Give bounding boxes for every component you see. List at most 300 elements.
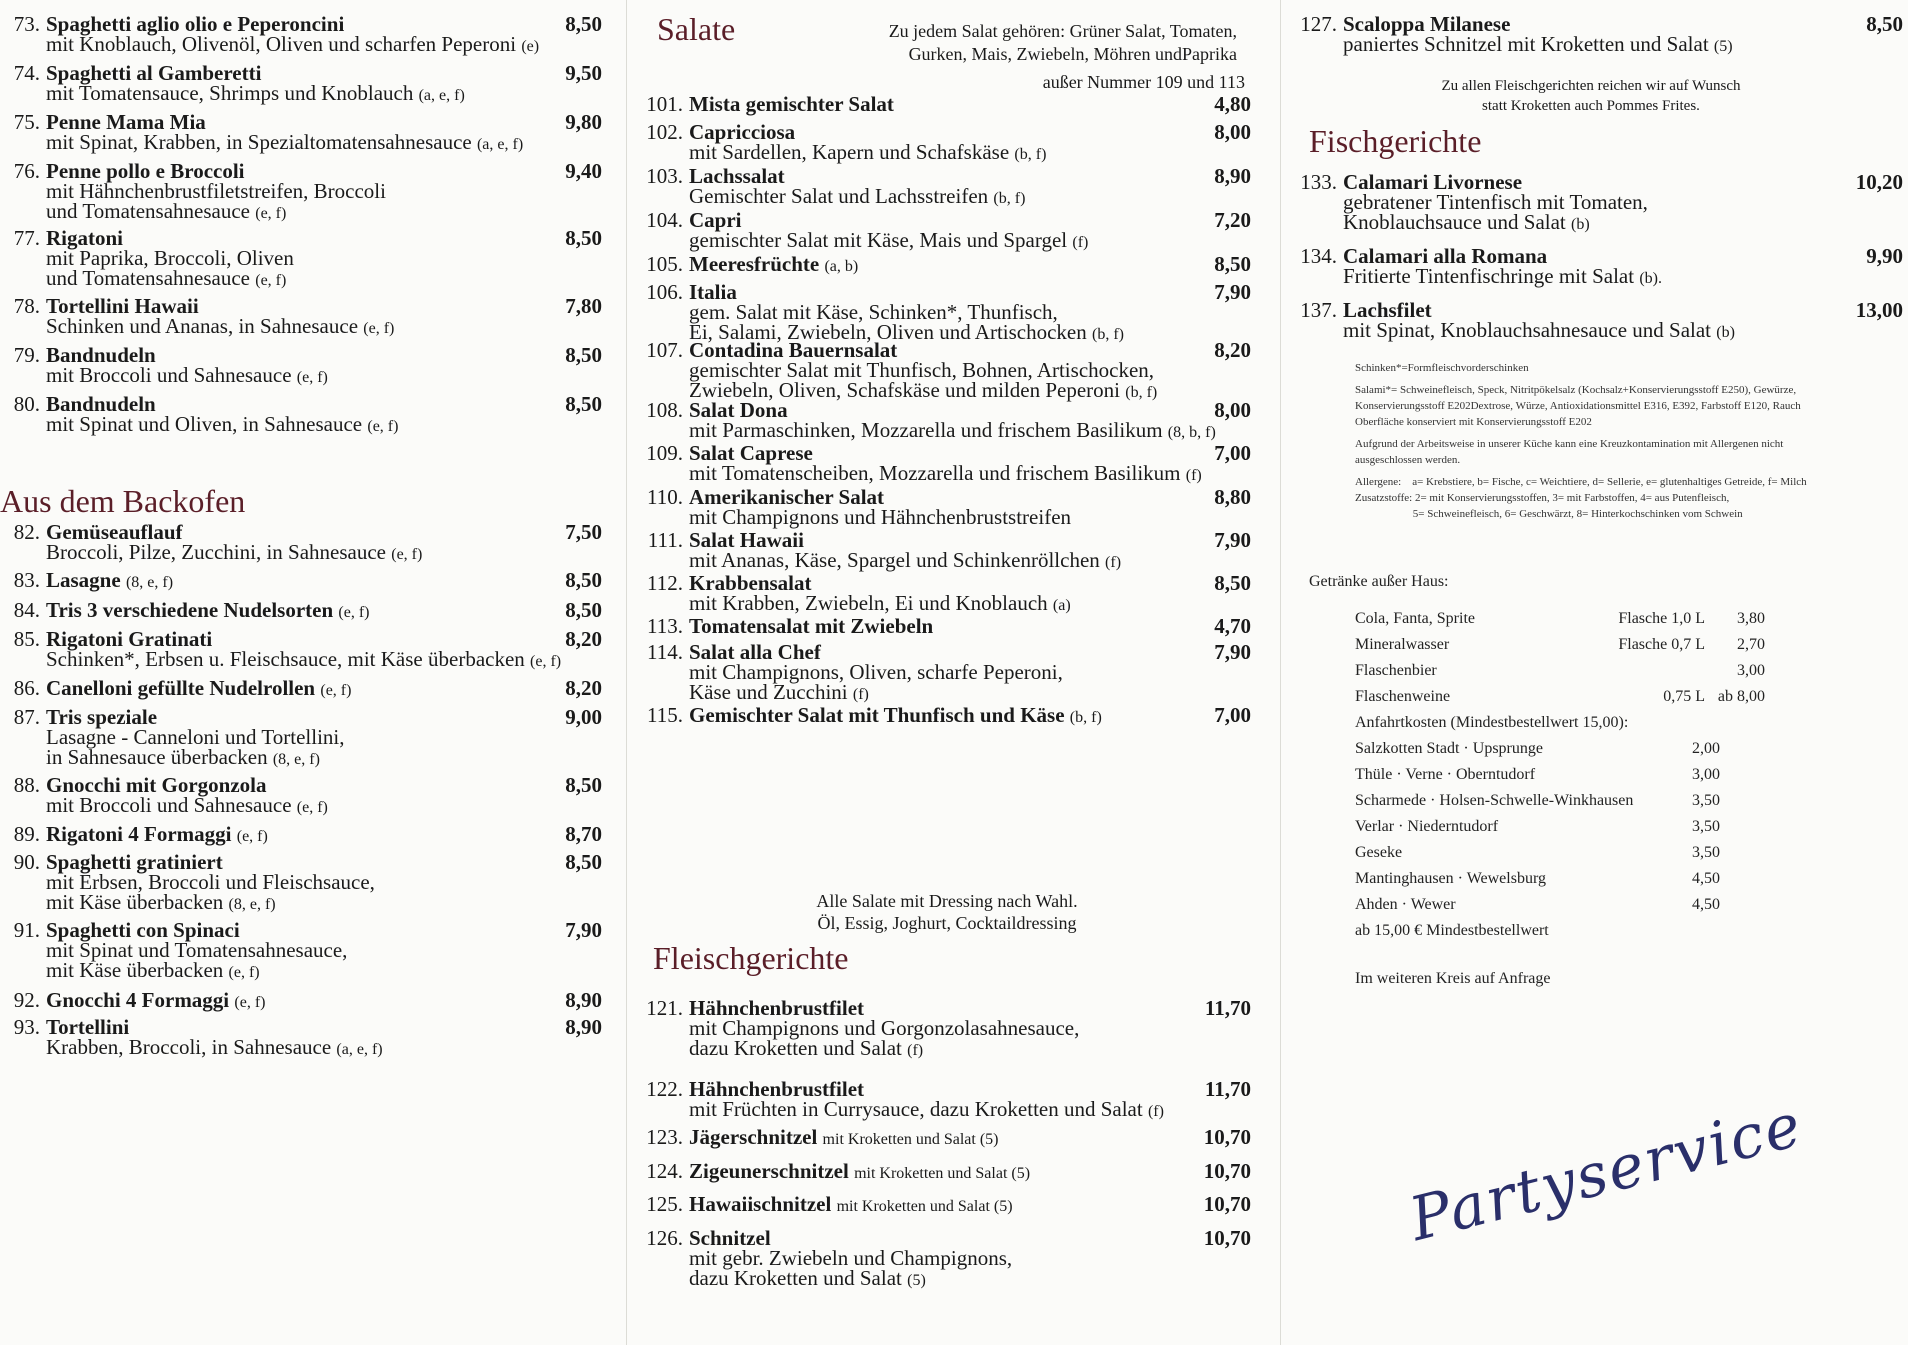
item-description <box>635 1248 1251 1268</box>
item-price: 8,80 <box>1214 485 1251 509</box>
item-name-text: Bandnudeln <box>46 392 156 416</box>
item-description <box>635 142 1251 165</box>
menu-item <box>0 570 602 593</box>
item-description <box>0 940 602 960</box>
menu-item-row <box>0 600 602 623</box>
item-name-text: Rigatoni <box>46 226 124 250</box>
item-description <box>635 1099 1251 1122</box>
item-name-text: Lachssalat <box>689 164 785 188</box>
section-heading-backofen: Aus dem Backofen <box>0 483 246 519</box>
delivery-row <box>1355 762 1720 788</box>
item-number: 101. <box>646 92 683 116</box>
menu-item <box>635 122 1251 165</box>
item-name <box>689 1194 1151 1217</box>
item-name-text: Capricciosa <box>689 120 796 144</box>
item-name-text: Hähnchenbrustfilet <box>689 1077 865 1101</box>
item-number: 89. <box>13 822 40 846</box>
item-price: 10,20 <box>1855 170 1903 194</box>
item-price: 8,90 <box>565 1015 602 1039</box>
menu-item <box>0 228 602 291</box>
menu-item-row <box>635 210 1251 230</box>
item-allergens: (b, f) <box>1014 146 1047 163</box>
item-number: 124. <box>646 1159 683 1183</box>
item-description <box>635 302 1251 322</box>
item-description <box>635 593 1251 616</box>
item-description <box>0 872 602 892</box>
menu-item <box>635 210 1251 253</box>
delivery-more: Im weiteren Kreis auf Anfrage <box>1355 970 1551 987</box>
item-name-text: Tortellini Hawaii <box>46 294 199 318</box>
footnote-line: Zusatzstoffe: 2= mit Konservierungsstoffen, 3= mit Farbstoffen, 4= aus Putenfleisch, <box>1355 492 1730 504</box>
item-number: 115. <box>647 703 683 727</box>
fleisch-note-line: Zu allen Fleischgerichten reichen wir auf Wunsch <box>1441 78 1741 94</box>
item-name-text: Gnocchi 4 Formaggi <box>46 988 230 1012</box>
item-description <box>0 201 602 224</box>
item-name-text: Gnocchi mit Gorgonzola <box>46 773 267 797</box>
item-description-text: paniertes Schnitzel mit Kroketten und Salat <box>1343 32 1709 56</box>
item-number: 109. <box>646 441 683 465</box>
item-description <box>1291 192 1903 212</box>
menu-item <box>0 707 602 770</box>
drink-row <box>1355 684 1765 710</box>
item-description <box>0 1037 602 1060</box>
item-description-text: dazu Kroketten und Salat <box>689 1036 902 1060</box>
menu-item <box>1291 246 1903 289</box>
item-price: 10,70 <box>1203 1159 1251 1183</box>
item-name-text: Hähnchenbrustfilet <box>689 996 865 1020</box>
item-name <box>689 998 1151 1018</box>
delivery-minimum: ab 15,00 € Mindestbestellwert <box>1355 922 1549 939</box>
drink-row <box>1355 606 1765 632</box>
item-description-text: Lasagne - Canneloni und Tortellini, <box>46 725 345 749</box>
item-price: 10,70 <box>1203 1226 1251 1250</box>
item-description <box>635 420 1251 443</box>
item-description-text: Fritierte Tintenfischringe mit Salat <box>1343 264 1635 288</box>
item-number: 126. <box>646 1226 683 1250</box>
item-price: 7,90 <box>1214 640 1251 664</box>
item-description <box>0 83 602 106</box>
item-name <box>1343 246 1813 266</box>
section-heading-salate: Salate <box>657 11 736 47</box>
menu-item <box>0 1017 602 1060</box>
item-description-text: mit Knoblauch, Olivenöl, Oliven und scharfen Peperoni <box>46 32 517 56</box>
item-name-text: Hawaiischnitzel <box>689 1192 832 1216</box>
item-name-text: Tortellini <box>46 1015 130 1039</box>
delivery-row <box>1355 840 1720 866</box>
drink-size: Flasche 1,0 L <box>1618 610 1705 627</box>
item-price: 8,70 <box>565 822 602 846</box>
menu-item-row <box>635 705 1251 728</box>
item-name <box>689 1079 1151 1099</box>
drink-row <box>1355 658 1765 684</box>
drink-size: 0,75 L <box>1663 688 1705 705</box>
item-price: 11,70 <box>1204 996 1251 1020</box>
item-name-text: Capri <box>689 208 742 232</box>
item-description-text: gem. Salat mit Käse, Schinken*, Thunfisch, <box>689 300 1058 324</box>
item-description-text: mit Champignons, Oliven, scharfe Peperoni, <box>689 660 1063 684</box>
item-description <box>635 463 1251 486</box>
item-name-text: Spaghetti con Spinaci <box>46 918 240 942</box>
item-number: 91. <box>13 918 40 942</box>
footnote-line: Schinken*=Formfleischvorderschinken <box>1355 362 1529 374</box>
item-name <box>689 210 1151 230</box>
menu-item-row <box>635 400 1251 420</box>
item-description <box>635 662 1251 682</box>
item-allergens: (a, e, f) <box>418 87 465 104</box>
item-description <box>1291 34 1903 57</box>
menu-item-row <box>0 1017 602 1037</box>
delivery-list <box>1355 710 1720 992</box>
menu-item <box>0 824 602 847</box>
item-allergens: (f) <box>852 686 869 703</box>
menu-item <box>0 920 602 983</box>
item-name-text: Tomatensalat mit Zwiebeln <box>689 614 934 638</box>
item-name-text: Rigatoni Gratinati <box>46 627 213 651</box>
menu-item <box>635 282 1251 345</box>
item-description <box>0 649 602 672</box>
menu-item-row <box>0 629 602 649</box>
menu-item-row <box>635 1228 1251 1248</box>
item-allergens: (f) <box>907 1042 924 1059</box>
item-number: 105. <box>646 252 683 276</box>
delivery-area: Scharmede · Holsen-Schwelle-Winkhausen <box>1355 792 1634 809</box>
item-allergens: (b) <box>1571 216 1590 233</box>
item-price: 8,20 <box>565 627 602 651</box>
item-description-text: mit Erbsen, Broccoli und Fleischsauce, <box>46 870 375 894</box>
menu-item <box>635 1194 1251 1217</box>
menu-item <box>635 1079 1251 1122</box>
item-number: 73. <box>13 12 40 36</box>
drink-size <box>1605 658 1705 684</box>
item-description-text: mit Käse überbacken <box>46 890 224 914</box>
menu-item-row <box>0 63 602 83</box>
item-name-text: Jägerschnitzel <box>689 1125 818 1149</box>
item-name <box>689 530 1151 550</box>
menu-item-row <box>0 345 602 365</box>
item-price: 7,20 <box>1214 208 1251 232</box>
menu-item <box>635 443 1251 486</box>
item-name <box>689 642 1151 662</box>
item-name <box>46 1017 512 1037</box>
item-price: 4,80 <box>1214 92 1251 116</box>
item-allergens: (a, e, f) <box>336 1041 383 1058</box>
item-name <box>46 228 512 248</box>
menu-item <box>635 998 1251 1061</box>
item-name <box>46 852 512 872</box>
item-price: 8,00 <box>1214 120 1251 144</box>
item-name-text: Spaghetti al Gamberetti <box>46 61 262 85</box>
item-number: 88. <box>13 773 40 797</box>
menu-item-row <box>635 642 1251 662</box>
menu-item-row <box>635 998 1251 1018</box>
item-name <box>46 63 512 83</box>
item-allergens: (e, f) <box>255 272 287 289</box>
item-description <box>0 727 602 747</box>
item-price: 8,90 <box>565 988 602 1012</box>
item-name-suffix: (8, e, f) <box>125 574 174 591</box>
salate-note <box>797 20 1245 93</box>
item-name-text: Italia <box>689 280 737 304</box>
delivery-price: 3,50 <box>1692 818 1720 835</box>
menu-item <box>635 642 1251 705</box>
delivery-price: 4,50 <box>1692 896 1720 913</box>
item-description-text: Käse und Zucchini <box>689 680 848 704</box>
menu-item <box>635 254 1251 277</box>
item-price: 13,00 <box>1855 298 1903 322</box>
delivery-area: Mantinghausen · Wewelsburg <box>1355 870 1546 887</box>
item-name <box>46 394 512 414</box>
item-number: 134. <box>1300 244 1337 268</box>
item-name-suffix: mit Kroketten und Salat (5) <box>854 1165 1031 1182</box>
item-description-text: mit Sardellen, Kapern und Schafskäse <box>689 140 1010 164</box>
item-description <box>1291 212 1903 235</box>
item-description-text: Schinken und Ananas, in Sahnesauce <box>46 314 359 338</box>
menu-item-row <box>635 1079 1251 1099</box>
item-description-text: gemischter Salat mit Thunfisch, Bohnen, Artischocken, <box>689 358 1155 382</box>
item-name <box>46 112 512 132</box>
menu-item-row <box>635 1161 1251 1184</box>
item-description-text: mit Spinat, Krabben, in Spezialtomatensahnesauce <box>46 130 472 154</box>
item-allergens: (f) <box>1147 1103 1164 1120</box>
item-description-text: Ei, Salami, Zwiebeln, Oliven und Artischocken <box>689 320 1087 344</box>
item-description <box>0 316 602 339</box>
item-allergens: (e, f) <box>363 320 395 337</box>
item-description <box>0 181 602 201</box>
menu-item <box>635 94 1251 114</box>
menu-item-row <box>0 570 602 593</box>
item-description <box>0 268 602 291</box>
item-name-suffix: (e, f) <box>320 682 352 699</box>
item-name <box>1343 300 1813 320</box>
item-allergens: (5) <box>1713 38 1733 55</box>
item-number: 90. <box>13 850 40 874</box>
menu-item <box>635 340 1251 403</box>
item-price: 7,90 <box>565 918 602 942</box>
menu-item <box>635 530 1251 573</box>
item-name <box>689 616 1151 636</box>
item-description <box>635 360 1251 380</box>
item-name <box>46 920 512 940</box>
item-name-text: Meeresfrüchte <box>689 252 820 276</box>
item-name <box>689 94 1151 114</box>
menu-item-row <box>635 487 1251 507</box>
item-name <box>689 122 1151 142</box>
menu-item-row <box>0 14 602 34</box>
item-description <box>0 34 602 57</box>
item-name-text: Spaghetti aglio olio e Peperoncini <box>46 12 345 36</box>
item-description-text: mit Spinat und Oliven, in Sahnesauce <box>46 412 363 436</box>
menu-item-row <box>0 161 602 181</box>
item-name-text: Mista gemischter Salat <box>689 92 894 116</box>
menu-item-row <box>635 122 1251 142</box>
menu-item-row <box>1291 246 1903 266</box>
item-number: 86. <box>13 676 40 700</box>
salate-note-line: außer Nummer 109 und 113 <box>1042 72 1245 92</box>
item-description <box>0 892 602 915</box>
item-description-text: mit Hähnchenbrustfiletstreifen, Broccoli <box>46 179 386 203</box>
item-name <box>46 161 512 181</box>
item-name <box>689 705 1151 728</box>
item-description <box>1291 266 1903 289</box>
item-description <box>635 550 1251 573</box>
menu-item-row <box>635 573 1251 593</box>
item-price: 8,50 <box>565 598 602 622</box>
item-allergens: (b, f) <box>993 190 1026 207</box>
menu-item-row <box>0 296 602 316</box>
drink-price: 3,80 <box>1737 610 1765 627</box>
menu-item <box>635 400 1251 443</box>
item-number: 103. <box>646 164 683 188</box>
menu-item-row <box>0 678 602 701</box>
item-number: 80. <box>13 392 40 416</box>
menu-item <box>0 112 602 155</box>
item-name <box>689 400 1151 420</box>
delivery-price: 3,50 <box>1692 844 1720 861</box>
item-description <box>635 186 1251 209</box>
item-description-text: mit Früchten in Currysauce, dazu Kroketten und Salat <box>689 1097 1143 1121</box>
item-number: 78. <box>13 294 40 318</box>
item-description <box>0 795 602 818</box>
item-price: 9,00 <box>565 705 602 729</box>
item-allergens: (e, f) <box>255 205 287 222</box>
item-name <box>1343 14 1813 34</box>
delivery-heading: Anfahrtkosten (Mindestbestellwert 15,00): <box>1355 714 1629 731</box>
item-name <box>46 14 512 34</box>
item-price: 9,40 <box>565 159 602 183</box>
item-allergens: (b, f) <box>1092 326 1124 343</box>
item-number: 133. <box>1300 170 1337 194</box>
menu-item <box>0 14 602 57</box>
item-name <box>46 824 512 847</box>
menu-item <box>0 522 602 565</box>
item-number: 137. <box>1300 298 1337 322</box>
item-price: 8,50 <box>565 392 602 416</box>
menu-item-row <box>1291 14 1903 34</box>
item-description-text: mit Tomatensauce, Shrimps und Knoblauch <box>46 81 414 105</box>
item-number: 112. <box>647 571 683 595</box>
item-number: 79. <box>13 343 40 367</box>
delivery-row <box>1355 866 1720 892</box>
menu-item-row <box>635 1194 1251 1217</box>
item-name-suffix: (e, f) <box>236 828 268 845</box>
item-name <box>46 296 512 316</box>
menu-item-row <box>635 443 1251 463</box>
item-price: 7,90 <box>1214 280 1251 304</box>
item-number: 83. <box>13 568 40 592</box>
menu-item-row <box>0 990 602 1013</box>
item-description <box>1291 320 1903 343</box>
salate-note-line: Zu jedem Salat gehören: Grüner Salat, Tomaten, <box>888 21 1237 41</box>
item-number: 77. <box>13 226 40 250</box>
menu-item-row <box>0 824 602 847</box>
item-name-text: Zigeunerschnitzel <box>689 1159 849 1183</box>
item-description-text: mit Broccoli und Sahnesauce <box>46 363 292 387</box>
item-number: 123. <box>646 1125 683 1149</box>
item-number: 102. <box>646 120 683 144</box>
item-name-suffix: (b, f) <box>1069 709 1102 726</box>
menu-item <box>635 616 1251 636</box>
item-name-suffix: mit Kroketten und Salat (5) <box>822 1131 999 1148</box>
item-name <box>46 990 512 1013</box>
item-number: 85. <box>13 627 40 651</box>
menu-item <box>0 600 602 623</box>
item-price: 9,90 <box>1866 244 1903 268</box>
item-name-text: Lachsfilet <box>1343 298 1432 322</box>
item-price: 7,50 <box>565 520 602 544</box>
item-description-text: mit Käse überbacken <box>46 958 224 982</box>
footnote-line: 5= Schweinefleisch, 6= Geschwärzt, 8= Hinterkochschinken vom Schwein <box>1355 508 1743 520</box>
item-price: 8,50 <box>565 226 602 250</box>
item-description-text: Krabben, Broccoli, in Sahnesauce <box>46 1035 332 1059</box>
menu-item <box>635 166 1251 209</box>
menu-item <box>0 775 602 818</box>
item-name <box>689 166 1151 186</box>
menu-item <box>0 63 602 106</box>
item-name-text: Tris 3 verschiedene Nudelsorten <box>46 598 334 622</box>
item-price: 4,70 <box>1214 614 1251 638</box>
item-name <box>689 1228 1151 1248</box>
item-allergens: (e, f) <box>530 653 562 670</box>
item-number: 110. <box>647 485 683 509</box>
item-price: 8,20 <box>1214 338 1251 362</box>
item-description-text: gemischter Salat mit Käse, Mais und Spargel <box>689 228 1068 252</box>
item-name-text: Bandnudeln <box>46 343 156 367</box>
item-price: 8,90 <box>1214 164 1251 188</box>
item-number: 104. <box>646 208 683 232</box>
dressing-note-line: Öl, Essig, Joghurt, Cocktaildressing <box>817 913 1077 933</box>
item-price: 8,50 <box>1214 252 1251 276</box>
item-description-text: mit Spinat, Knoblauchsahnesauce und Salat <box>1343 318 1712 342</box>
item-allergens: (f) <box>1105 554 1122 571</box>
item-name-text: Krabbensalat <box>689 571 812 595</box>
item-name <box>46 570 512 593</box>
delivery-price: 2,00 <box>1692 740 1720 757</box>
item-allergens: (8, b, f) <box>1167 424 1216 441</box>
menu-item-row <box>0 920 602 940</box>
item-name <box>689 487 1151 507</box>
item-name-text: Gemischter Salat mit Thunfisch und Käse <box>689 703 1065 727</box>
fleisch-note <box>1371 76 1811 116</box>
menu-item-row <box>0 522 602 542</box>
section-heading-fleisch: Fleischgerichte <box>653 940 849 976</box>
item-allergens: (a, e, f) <box>476 136 524 153</box>
menu-item <box>0 629 602 672</box>
item-price: 8,50 <box>565 773 602 797</box>
menu-item-row <box>0 394 602 414</box>
item-description-text: mit Broccoli und Sahnesauce <box>46 793 292 817</box>
item-price: 10,70 <box>1203 1192 1251 1216</box>
menu-item <box>635 1127 1251 1150</box>
drink-name: Flaschenweine <box>1355 688 1451 705</box>
drink-name: Mineralwasser <box>1355 636 1450 653</box>
item-allergens: (8, e, f) <box>272 751 320 768</box>
menu-item <box>635 705 1251 728</box>
menu-item-row <box>635 616 1251 636</box>
item-price: 8,50 <box>1214 571 1251 595</box>
item-price: 10,70 <box>1203 1125 1251 1149</box>
item-description <box>0 365 602 388</box>
footnote-line: Allergene: a= Krebstiere, b= Fische, c= Weichtiere, d= Sellerie, e= glutenhaltiges Getreide, f= Milch <box>1355 476 1807 488</box>
item-price: 7,00 <box>1214 441 1251 465</box>
partyservice-logo: Partyservice <box>1403 1089 1810 1255</box>
delivery-row <box>1355 814 1720 840</box>
item-description <box>635 1038 1251 1061</box>
item-name <box>46 345 512 365</box>
menu-item <box>635 1228 1251 1291</box>
item-name-text: Scaloppa Milanese <box>1343 12 1511 36</box>
menu-item-row <box>0 228 602 248</box>
item-name <box>689 282 1151 302</box>
